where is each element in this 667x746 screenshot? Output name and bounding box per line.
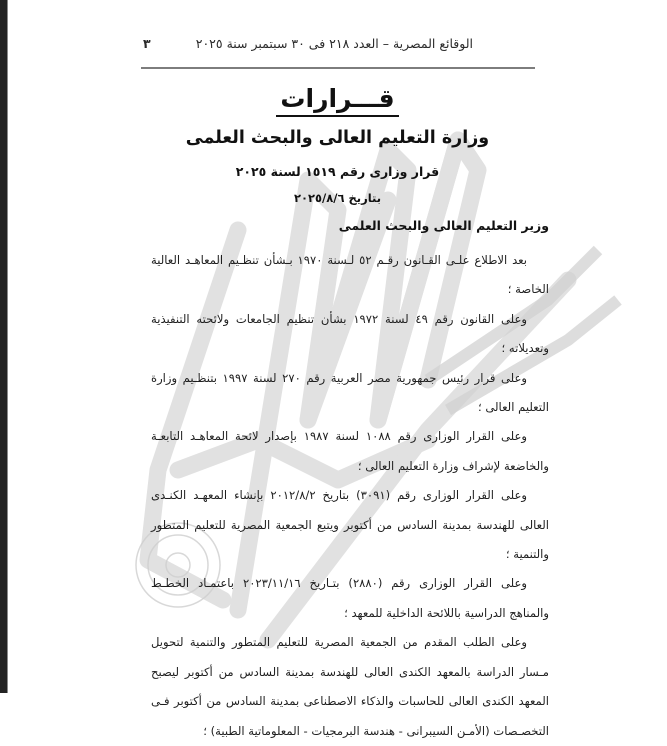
page-number: ٣ <box>143 36 151 51</box>
document-page <box>8 0 667 738</box>
preamble-paragraph: وعلى الطلب المقدم من الجمعية المصرية للتعليم المتطور والتنمية لتحويل مـسار الدراسة بالمعهد الكندى العالى للهندسة بمدينة السادس من أكتوبر ليصبح المعهد الكندى العالى للحاسبات والذكاء الاصطناعى بمدينة السادس من أكتوبر فـى التخصـصات (الأمـن السيبرانى - هندسة البرمجيات - المعلوماتية الطبية) ؛ <box>151 635 549 738</box>
running-header <box>141 36 535 56</box>
preamble-paragraph: وعلى قرار رئيس جمهورية مصر العربية رقم ٢٧٠ لسنة ١٩٩٧ بتنظـيم وزارة التعليم العالى ؛ <box>151 370 549 415</box>
preamble-paragraph: وعلى القرار الوزارى رقم (٢٨٨٠) بتـاريخ ٢٠٢٣/١١/١٦ باعتمـاد الخطـط والمناهج الدراسية باللائحة الداخلية للمعهد ؛ <box>151 576 549 620</box>
preamble-paragraph: وعلى القرار الوزارى رقم (٣٠٩١) بتاريخ ٢٠١٢/٨/٢ بإنشاء المعهـد الكنـدى العالى للهندسة بمدينة السادس من أكتوبر ويتبع الجمعية المصرية للتعليم المتطور والتنمية ؛ <box>151 488 549 562</box>
document-content <box>8 0 667 738</box>
decree-date: بتاريخ ٢٠٢٥/٨/٦ <box>293 191 382 205</box>
preamble-paragraph: بعد الاطلاع علـى القـانون رقـم ٥٢ لـسنة ١٩٧٠ بـشأن تنظـيم المعاهـد العالية الخاصة ؛ <box>151 253 549 297</box>
decree-number: قرار وزارى رقم ١٥١٩ لسنة ٢٠٢٥ <box>235 164 440 179</box>
header-divider <box>141 67 535 69</box>
preamble-paragraph: وعلى القرار الوزارى رقم ١٠٨٨ لسنة ١٩٨٧ بإصدار لائحة المعاهـد التابعـة والخاضعة لإشراف وزارة التعليم العالى ؛ <box>151 429 549 473</box>
ministry-heading: وزارة التعليم العالى والبحث العلمى <box>185 128 490 148</box>
gazette-issue-title: الوقائع المصرية – العدد ٢١٨ فى ٣٠ سبتمبر سنة ٢٠٢٥ <box>195 36 473 51</box>
preamble-paragraph: وعلى القانون رقم ٤٩ لسنة ١٩٧٢ بشأن تنظيم الجامعات ولائحته التنفيذية وتعديلاته ؛ <box>151 311 549 356</box>
viewer-left-edge <box>0 0 8 693</box>
decree-body <box>151 246 549 746</box>
section-title <box>8 84 667 117</box>
section-title-text: قـــرارات <box>276 84 398 117</box>
issuer-heading: وزير التعليم العالى والبحث العلمى <box>338 218 549 233</box>
